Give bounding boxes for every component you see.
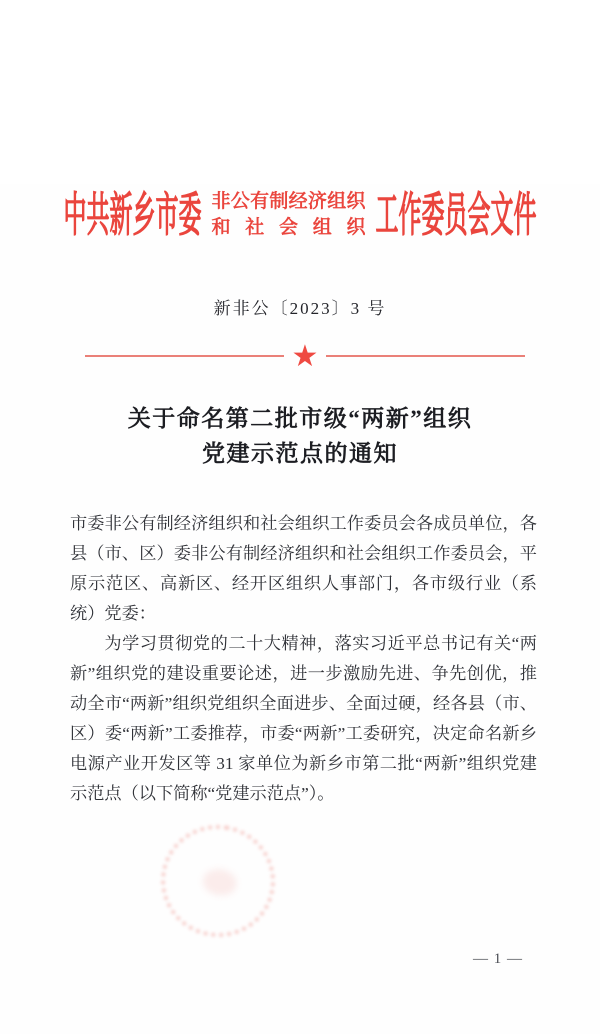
document-letterhead — [0, 184, 600, 246]
letterhead-text-right: 工作委员会文件 — [375, 189, 537, 241]
document-page — [0, 184, 600, 1034]
header-divider — [85, 339, 525, 374]
document-title — [0, 401, 600, 471]
seal-bleedthrough — [152, 816, 284, 946]
salutation-paragraph: 市委非公有制经济组织和社会组织工作委员会各成员单位，各县（市、区）委非公有制经济组织和社会组织工作委员会，平原示范区、高新区、经开区组织人事部门，各市级行业（系统）党委： — [70, 514, 537, 623]
star-icon: ★ — [291, 339, 319, 374]
divider-line-left — [85, 355, 284, 357]
title-line-2: 党建示范点的通知 — [202, 441, 398, 466]
body-paragraph: 为学习贯彻党的二十大精神，落实习近平总书记有关“两新”组织党的建设重要论述，进一步激励先进、争先创优，推动全市“两新”组织党组织全面进步、全面过硬，经各县（市、区）委“两新”工委推荐，市委“两新”工委研究，决定命名新乡电源产业开发区等 31 家单位为新乡市第二批“两新”组织党建示范点（以下简称“党建示范点”）。 — [70, 634, 537, 803]
document-body — [70, 509, 537, 809]
divider-line-right — [326, 355, 525, 357]
letterhead-small-line2: 和社会组织 — [211, 217, 366, 238]
letterhead-text-middle — [212, 189, 366, 241]
letterhead-text-left: 中共新乡市委 — [63, 189, 202, 241]
title-line-1: 关于命名第二批市级“两新”组织 — [127, 406, 473, 431]
document-number: 新非公〔2023〕3 号 — [213, 299, 387, 318]
letterhead-small-line1: 非公有制经济组织 — [211, 191, 366, 212]
page-number: — 1 — — [473, 951, 523, 967]
